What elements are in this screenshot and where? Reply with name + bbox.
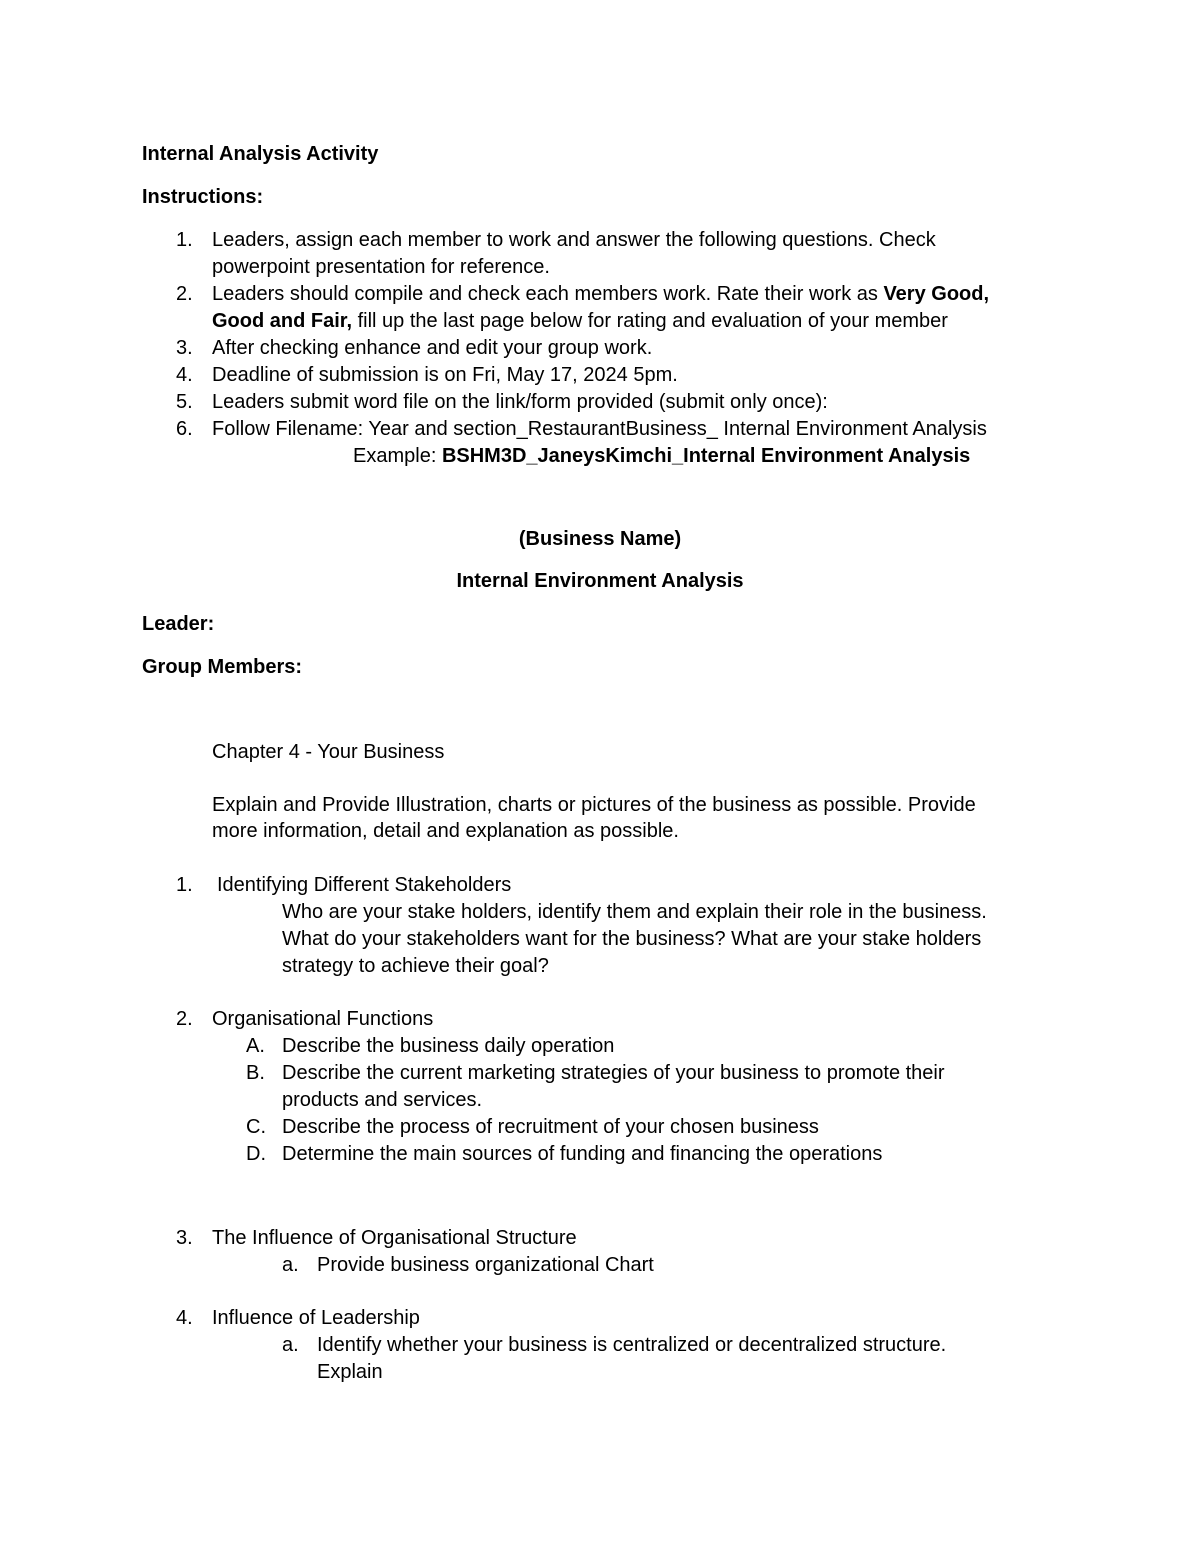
item-letter: A.: [246, 1035, 265, 1057]
group-members-label: Group Members:: [142, 656, 303, 678]
section-number: 4.: [176, 1307, 193, 1329]
item-letter: a.: [282, 1334, 299, 1356]
leader-label: Leader:: [142, 613, 215, 635]
section-title: Identifying Different Stakeholders: [217, 874, 512, 896]
example-label: Example:: [353, 445, 442, 467]
instruction-number: 3.: [176, 337, 193, 359]
instruction-text: Deadline of submission is on Fri, May 17, 2024 5pm.: [212, 364, 678, 386]
instruction-text: powerpoint presentation for reference.: [212, 256, 550, 278]
section-body: strategy to achieve their goal?: [282, 955, 549, 977]
document-title: Internal Analysis Activity: [142, 143, 379, 165]
item-text: Describe the current marketing strategies of your business to promote their: [282, 1062, 945, 1084]
instruction-text: Leaders, assign each member to work and answer the following questions. Check: [212, 229, 936, 251]
item-text: Provide business organizational Chart: [317, 1254, 654, 1276]
section-body: What do your stakeholders want for the business? What are your stake holders: [282, 928, 982, 950]
instruction-number: 2.: [176, 283, 193, 305]
instruction-number: 5.: [176, 391, 193, 413]
instruction-number: 6.: [176, 418, 193, 440]
item-text: Describe the business daily operation: [282, 1035, 615, 1057]
section-title: Influence of Leadership: [212, 1307, 420, 1329]
item-letter: C.: [246, 1116, 266, 1138]
rating-bold: Good and Fair,: [212, 310, 353, 332]
chapter-title: Chapter 4 - Your Business: [212, 741, 445, 763]
rating-bold: Very Good,: [883, 283, 990, 305]
instruction-number: 4.: [176, 364, 193, 386]
item-letter: a.: [282, 1254, 299, 1276]
section-body: Who are your stake holders, identify them and explain their role in the business.: [282, 901, 987, 923]
item-text: products and services.: [282, 1089, 483, 1111]
instruction-text: Leaders submit word file on the link/form provided (submit only once):: [212, 391, 828, 413]
example-value: BSHM3D_JaneysKimchi_Internal Environment Analysis: [441, 445, 971, 467]
item-text: Determine the main sources of funding and financing the operations: [282, 1143, 883, 1165]
filename-example: [353, 444, 970, 468]
item-text: Identify whether your business is centralized or decentralized structure.: [317, 1334, 947, 1356]
section-number: 3.: [176, 1227, 193, 1249]
item-text: Describe the process of recruitment of your chosen business: [282, 1116, 819, 1138]
business-name-heading: (Business Name): [518, 528, 682, 550]
chapter-intro: Explain and Provide Illustration, charts or pictures of the business as possible. Provide: [212, 794, 976, 816]
instructions-label: Instructions:: [142, 186, 264, 208]
item-text: Explain: [317, 1361, 383, 1383]
chapter-intro: more information, detail and explanation as possible.: [212, 820, 679, 842]
section-title: The Influence of Organisational Structure: [212, 1227, 577, 1249]
item-letter: D.: [246, 1143, 266, 1165]
section-number: 2.: [176, 1008, 193, 1030]
instruction-text: Follow Filename: Year and section_RestaurantBusiness_ Internal Environment Analysis: [212, 418, 987, 440]
instruction-plain: Leaders should compile and check each members work. Rate their work as: [212, 283, 884, 305]
instruction-plain: fill up the last page below for rating and evaluation of your member: [352, 310, 948, 332]
section-title: Organisational Functions: [212, 1008, 434, 1030]
instruction-number: 1.: [176, 229, 193, 251]
instruction-text: [212, 282, 989, 306]
item-letter: B.: [246, 1062, 265, 1084]
internal-environment-heading: Internal Environment Analysis: [456, 570, 744, 592]
instruction-text: After checking enhance and edit your group work.: [212, 337, 653, 359]
section-number: 1.: [176, 874, 193, 896]
instruction-text: [212, 309, 948, 333]
